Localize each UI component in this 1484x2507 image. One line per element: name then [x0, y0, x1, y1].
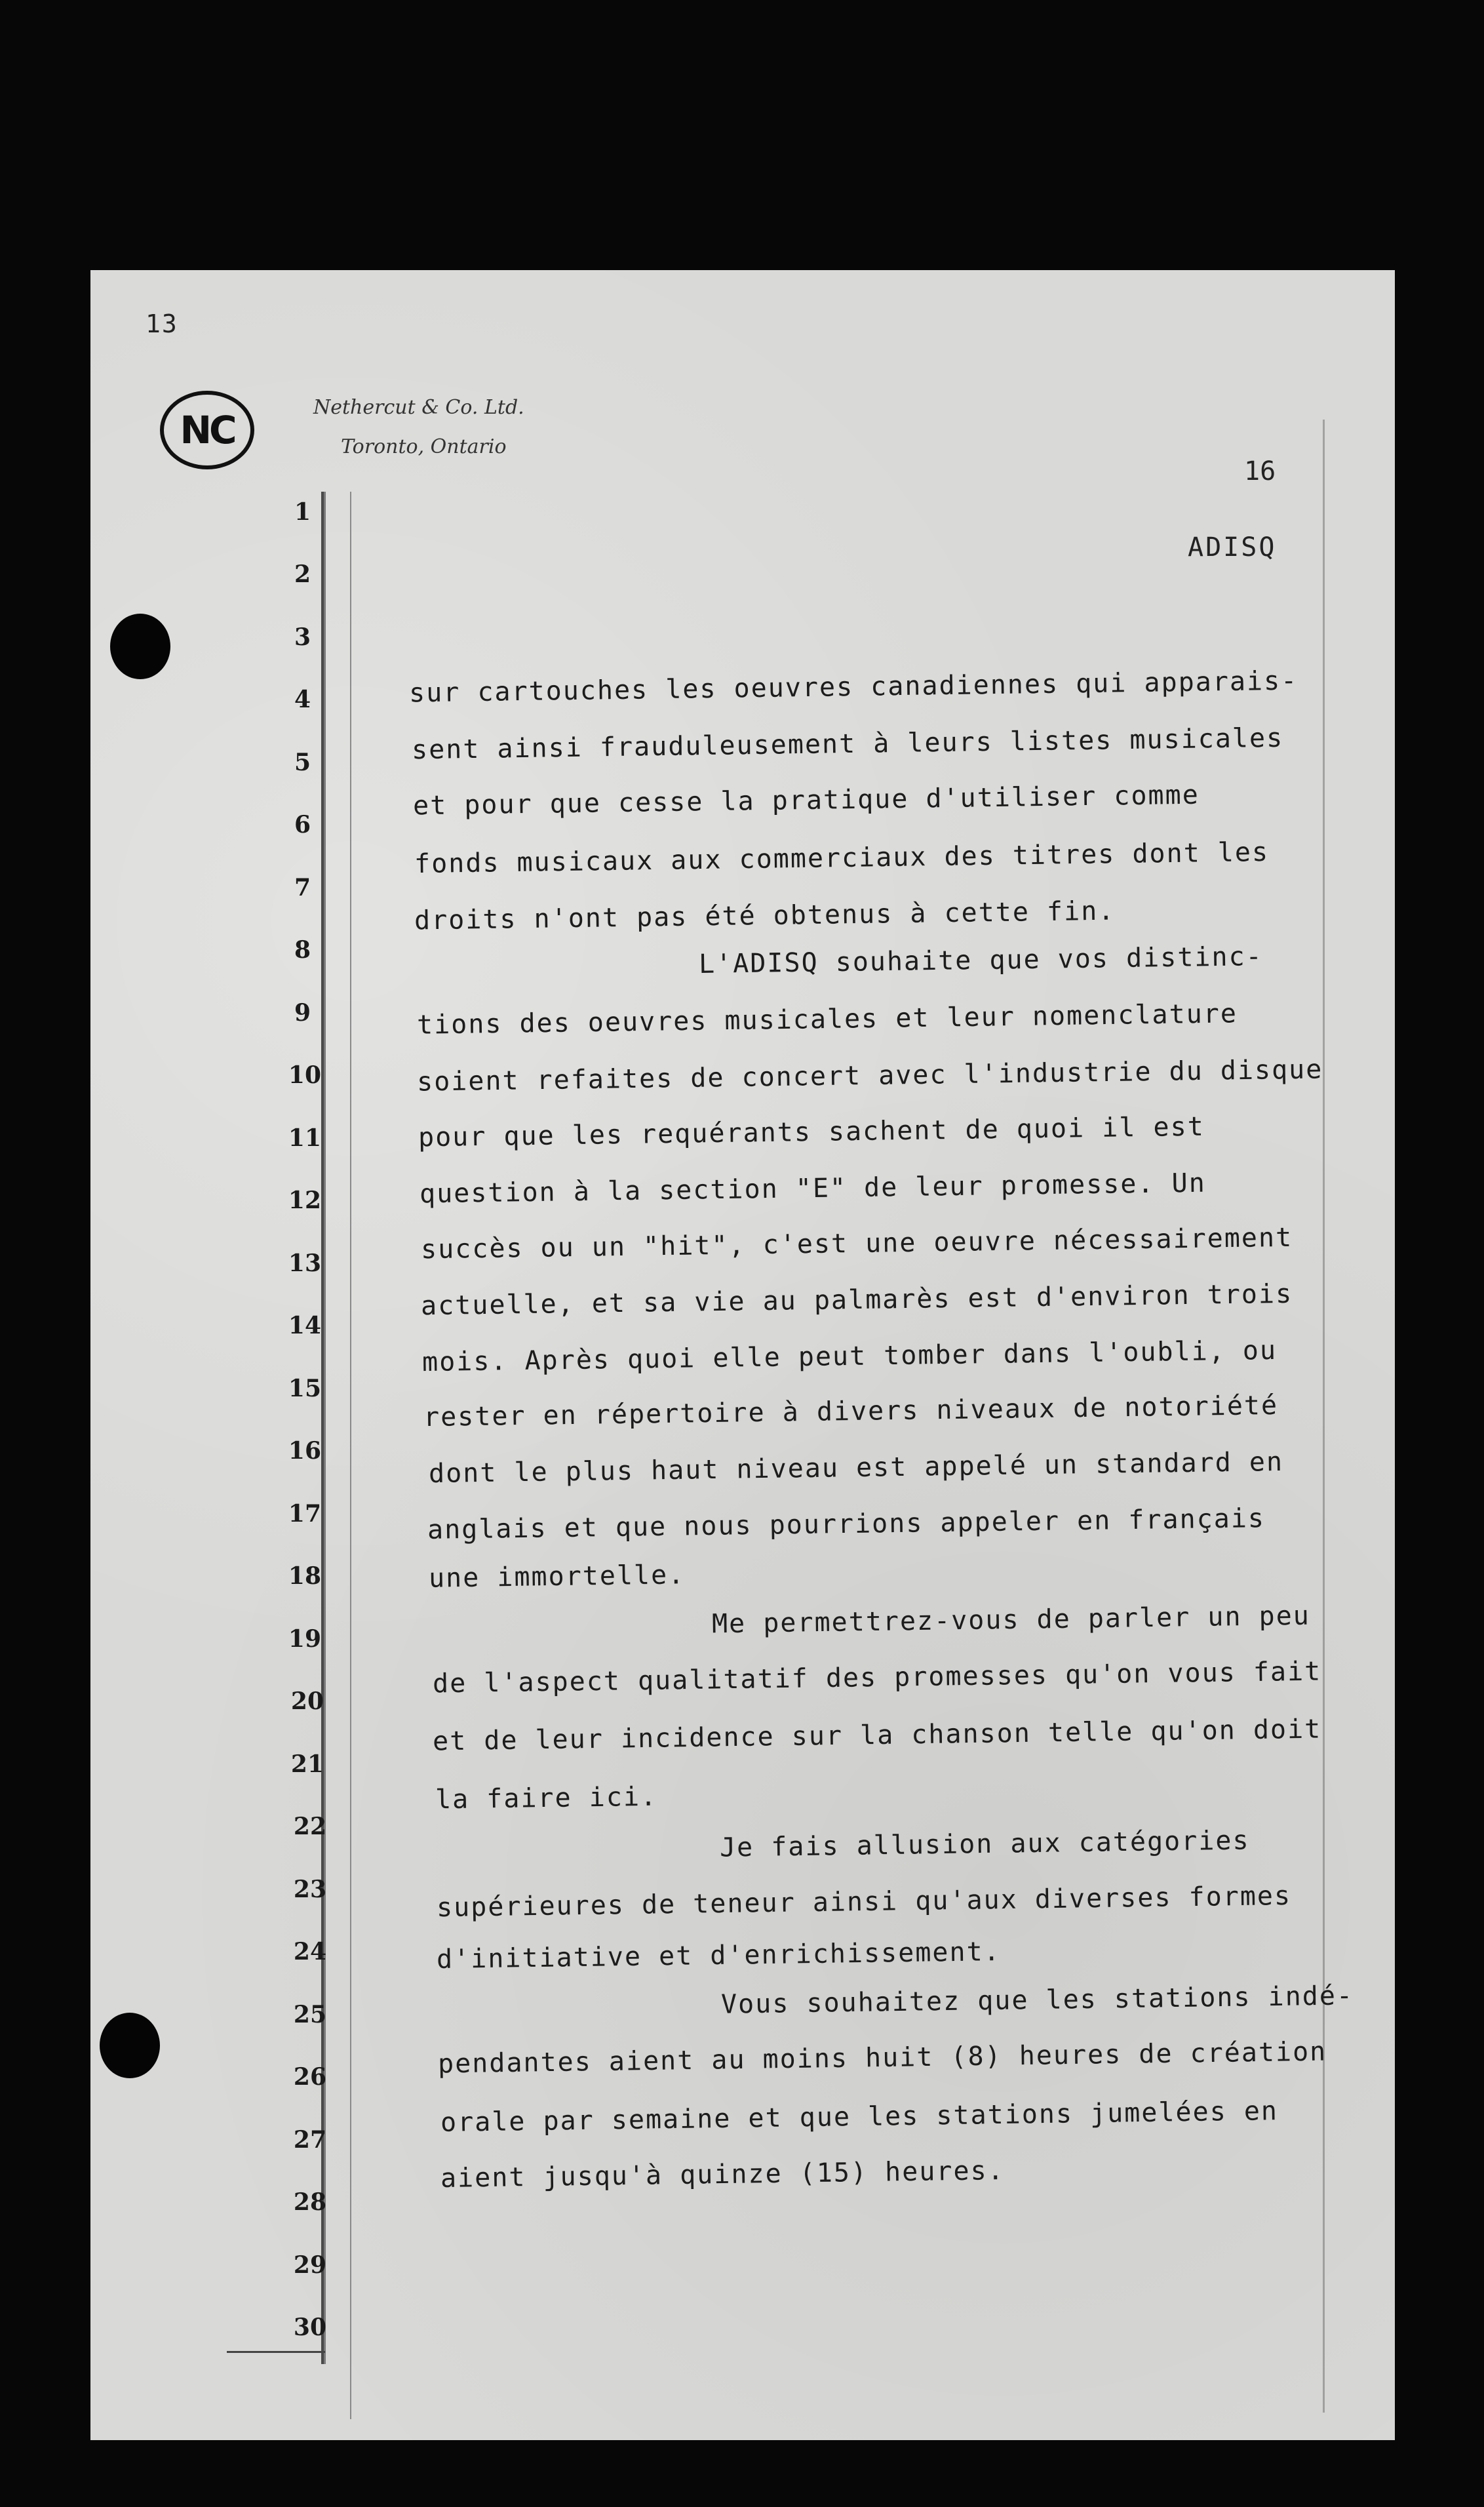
line-number: 20 [290, 1688, 324, 1715]
company-logo [160, 391, 254, 469]
punch-hole-bottom [100, 2013, 160, 2078]
text-line: pour que les requérants sachent de quoi il est [418, 1111, 1205, 1153]
line-number: 2 [294, 561, 311, 588]
line-number: 24 [293, 1938, 326, 1965]
text-line: sent ainsi frauduleusement à leurs listes musicales [411, 722, 1284, 766]
line-number: 17 [288, 1500, 321, 1528]
text-line: question à la section "E" de leur promesse. Un [419, 1168, 1207, 1210]
line-number: 29 [293, 2251, 326, 2279]
text-line: supérieures de teneur ainsi qu'aux diverses formes [436, 1880, 1292, 1924]
line-number: 7 [294, 874, 311, 901]
text-line: la faire ici. [435, 1781, 658, 1815]
line-number: 9 [294, 999, 311, 1027]
text-line: et pour que cesse la pratique d'utiliser comme [412, 780, 1200, 821]
text-line: L'ADISQ souhaite que vos distinc- [698, 941, 1263, 980]
company-location: Toronto, Ontario [341, 435, 507, 458]
right-edge-rule [1323, 420, 1325, 2413]
company-letterhead [313, 388, 524, 467]
text-line: succès ou un "hit", c'est une oeuvre nécessairement [420, 1222, 1293, 1265]
line-number: 11 [288, 1124, 321, 1152]
text-line: Je fais allusion aux catégories [719, 1825, 1250, 1863]
line-number: 10 [288, 1061, 321, 1089]
line-number: 15 [288, 1375, 321, 1402]
bottom-rule [227, 2351, 325, 2353]
line-number: 5 [294, 749, 311, 776]
text-line: droits n'ont pas été obtenus à cette fin. [414, 896, 1116, 936]
text-line: tions des oeuvres musicales et leur nomenclature [416, 998, 1238, 1040]
text-line: une immortelle. [428, 1560, 686, 1594]
text-line: et de leur incidence sur la chanson telle qu'on doit [432, 1714, 1322, 1757]
line-number: 1 [294, 498, 311, 526]
text-line: mois. Après quoi elle peut tomber dans l'oubli, ou [421, 1335, 1278, 1378]
margin-rule-inner [350, 492, 351, 2419]
text-line: Me permettrez-vous de parler un peu [711, 1600, 1311, 1640]
line-number: 16 [288, 1437, 321, 1465]
text-line: anglais et que nous pourrions appeler en français [427, 1503, 1266, 1545]
line-number: 14 [288, 1312, 321, 1339]
line-number: 28 [293, 2188, 326, 2216]
line-number: 26 [293, 2063, 326, 2091]
text-line: aient jusqu'à quinze (15) heures. [440, 2155, 1005, 2194]
text-line: actuelle, et sa vie au palmarès est d'environ trois [420, 1278, 1293, 1322]
line-number: 30 [293, 2314, 326, 2341]
text-line: orale par semaine et que les stations jumelées en [440, 2096, 1279, 2138]
line-number: 18 [288, 1562, 321, 1590]
line-number: 6 [294, 811, 311, 839]
line-number: 13 [288, 1250, 321, 1277]
text-line: fonds musicaux aux commerciaux des titres dont les [414, 837, 1270, 880]
line-number: 27 [293, 2126, 326, 2154]
line-number: 19 [288, 1625, 321, 1653]
text-line: pendantes aient au moins huit (8) heures de création [437, 2036, 1327, 2080]
line-number: 3 [294, 623, 311, 651]
line-number: 21 [290, 1750, 324, 1778]
page-header: ADISQ [1188, 532, 1277, 563]
frame-number: 13 [146, 309, 178, 338]
text-line: de l'aspect qualitatif des promesses qu'on vous fait [432, 1656, 1322, 1699]
page-number: 16 [1244, 456, 1276, 486]
line-number: 22 [293, 1813, 326, 1840]
company-name: Nethercut & Co. Ltd. [313, 396, 524, 419]
line-number: 4 [294, 686, 311, 713]
text-line: d'initiative et d'enrichissement. [436, 1936, 1001, 1975]
text-line: soient refaites de concert avec l'industrie du disque [416, 1054, 1323, 1097]
line-number: 12 [288, 1187, 321, 1214]
text-line: rester en répertoire à divers niveaux de notoriété [423, 1390, 1279, 1433]
line-number: 8 [294, 936, 311, 964]
text-line: Vous souhaitez que les stations indé- [720, 1981, 1354, 2020]
text-line: sur cartouches les oeuvres canadiennes qui apparais- [408, 665, 1298, 709]
logo-text: NC [180, 408, 235, 452]
line-number: 25 [293, 2001, 326, 2028]
text-line: dont le plus haut niveau est appelé un standard en [428, 1446, 1284, 1490]
punch-hole-top [110, 614, 170, 679]
line-number: 23 [293, 1876, 326, 1903]
